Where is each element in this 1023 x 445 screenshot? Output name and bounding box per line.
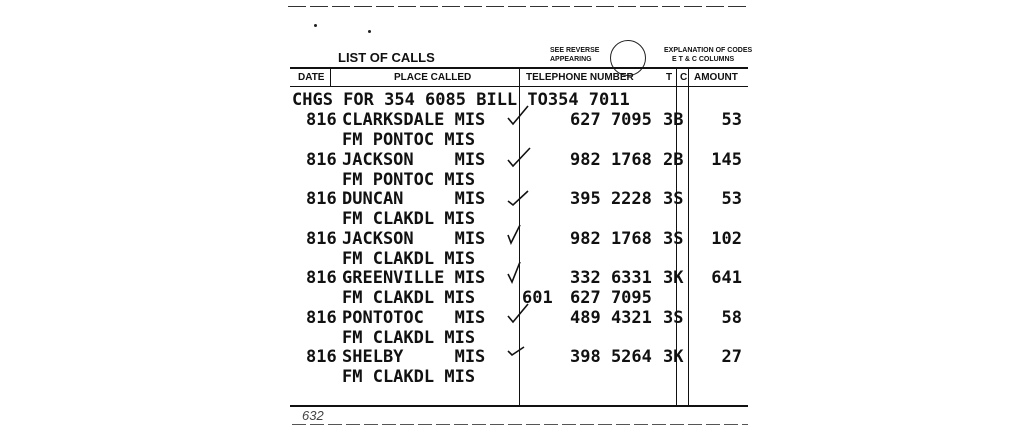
column-header-place: PLACE CALLED [394, 72, 472, 83]
call-amount: 53 [721, 110, 742, 130]
call-number: 982 1768 [570, 228, 652, 249]
call-code: 3S [663, 189, 684, 209]
call-place: PONTOTOC MIS [342, 307, 486, 328]
call-amount: 641 [711, 268, 742, 288]
divider-c [688, 68, 689, 406]
call-code: 3B [663, 110, 684, 130]
call-place: CLARKSDALE MIS [342, 110, 486, 130]
check-mark-icon [506, 302, 532, 326]
call-amount: 102 [711, 228, 742, 249]
call-from: FM CLAKDL MIS [342, 367, 476, 387]
call-from: FM PONTOC MIS [342, 130, 476, 150]
call-date: 816 [306, 189, 337, 209]
call-date: 816 [306, 347, 337, 367]
column-header-t: T [666, 72, 673, 83]
check-mark-icon [506, 262, 532, 286]
call-number: 627 7095 [570, 110, 652, 130]
call-number: 489 4321 [570, 307, 652, 328]
call-number: 982 1768 [570, 149, 652, 170]
check-mark-icon [506, 144, 532, 168]
stray-dot [368, 30, 371, 33]
bottom-rule [290, 405, 748, 407]
stray-dot [314, 24, 317, 27]
call-number: 395 2228 [570, 189, 652, 209]
call-code: 3K [663, 268, 684, 288]
call-code: 3S [663, 307, 684, 328]
check-mark-icon [506, 183, 532, 207]
call-amount: 145 [711, 149, 742, 170]
call-date: 816 [306, 149, 337, 170]
call-amount: 27 [721, 347, 742, 367]
call-from: FM CLAKDL MIS [342, 327, 476, 348]
call-place: DUNCAN MIS [342, 189, 486, 209]
call-code: 3K [663, 347, 684, 367]
call-code: 3S [663, 228, 684, 249]
check-mark-icon [506, 223, 532, 247]
call-from: FM PONTOC MIS [342, 169, 476, 190]
check-mark-icon [506, 341, 532, 365]
call-place: JACKSON MIS [342, 228, 486, 249]
call-date: 816 [306, 110, 337, 130]
see-reverse-line1: SEE REVERSE [550, 47, 600, 54]
column-header-c: C [680, 72, 688, 83]
call-area-code: 601 [522, 288, 553, 308]
call-number: 398 5264 [570, 347, 652, 367]
footer-dashed-rule [292, 424, 748, 425]
check-mark-icon [506, 104, 532, 128]
footer-mark: 632 [302, 408, 324, 423]
see-reverse-line2: APPEARING [550, 56, 592, 63]
column-header-date: DATE [298, 72, 325, 83]
call-place: SHELBY MIS [342, 347, 486, 367]
call-place: JACKSON MIS [342, 149, 486, 170]
call-number: 627 7095 [570, 288, 652, 308]
call-date: 816 [306, 268, 337, 288]
punch-hole [610, 40, 646, 76]
explanation-line2: E T & C COLUMNS [672, 56, 735, 63]
call-from: FM CLAKDL MIS [342, 209, 476, 229]
call-list-sheet [288, 0, 753, 445]
column-header-amount: AMOUNT [694, 72, 738, 83]
call-place: GREENVILLE MIS [342, 268, 486, 288]
call-amount: 58 [721, 307, 742, 328]
list-title: LIST OF CALLS [338, 50, 435, 65]
divider-date [330, 68, 331, 87]
call-number: 332 6331 [570, 268, 652, 288]
column-header-telephone: TELEPHONE NUMBER [526, 72, 634, 83]
charges-line: CHGS FOR 354 6085 BILL TO354 7011 [292, 90, 630, 110]
call-date: 816 [306, 307, 337, 328]
explanation-line1: EXPLANATION OF CODES [664, 47, 753, 54]
top-dashed-rule [288, 6, 750, 7]
call-amount: 53 [721, 189, 742, 209]
call-from: FM CLAKDL MIS [342, 288, 476, 308]
call-from: FM CLAKDL MIS [342, 248, 476, 269]
call-code: 2B [663, 149, 684, 170]
call-date: 816 [306, 228, 337, 249]
